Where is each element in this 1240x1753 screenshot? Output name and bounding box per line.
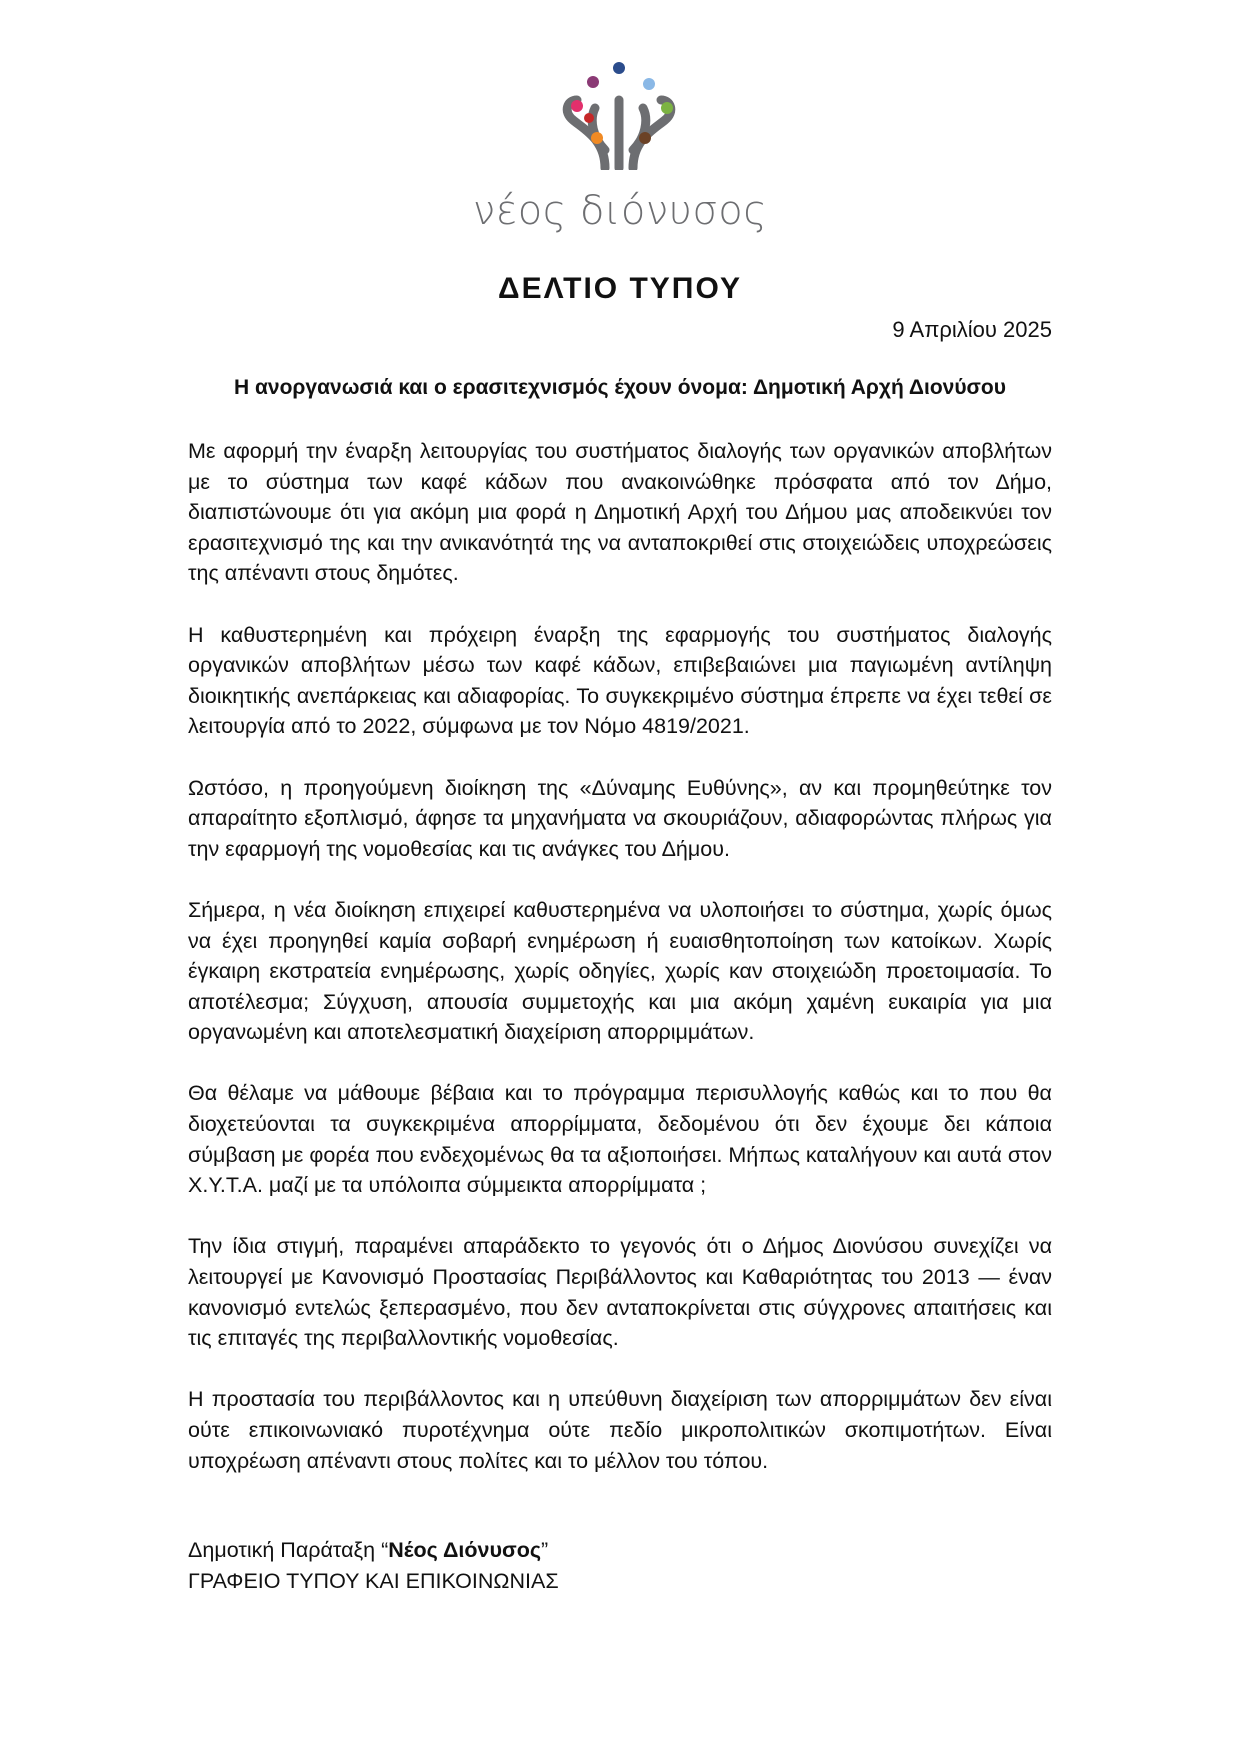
signature-name: Νέος Διόνυσος — [388, 1538, 542, 1562]
body-text — [188, 436, 1052, 1507]
release-date: 9 Απριλίου 2025 — [892, 317, 1052, 342]
signature-suffix: ” — [541, 1538, 549, 1562]
paragraph: Την ίδια στιγμή, παραμένει απαράδεκτο το γεγονός ότι ο Δήμος Διονύσου συνεχίζει να λειτουργεί με Κανονισμό Προστασίας Περιβάλλοντος και Καθαριότητας του 2013 — έναν κανονισμό εντελώς ξεπερασμένο, που δεν ανταποκρίνεται στις σύγχρονες απαιτήσεις και τις επιταγές της περιβαλλοντικής νομοθεσίας. — [188, 1234, 1052, 1351]
paragraph: Η καθυστερημένη και πρόχειρη έναρξη της εφαρμογής του συστήματος διαλογής οργανικών αποβλήτων μέσω των καφέ κάδων, επιβεβαιώνει μια παγιωμένη αντίληψη διοικητικής ανεπάρκειας και αδιαφορίας. Το συγκεκριμένο σύστημα έπρεπε να έχει τεθεί σε λειτουργία από το 2022, σύμφωνα με τον Νόμο 4819/2021. — [188, 622, 1052, 739]
paragraph: Με αφορμή την έναρξη λειτουργίας του συστήματος διαλογής των οργανικών αποβλήτων με το σύστημα των καφέ κάδων που ανακοινώθηκε πρόσφατα από τον Δήμο, διαπιστώνουμε ότι για ακόμη μια φορά η Δημοτική Αρχή του Δήμου μας αποδεικνύει τον ερασιτεχνισμό της και την ανικανότητά της να ανταποκριθεί στις στοιχειώδεις υποχρεώσεις της απέναντι στους δημότες. — [188, 439, 1052, 586]
headline: Η ανοργανωσιά και ο ερασιτεχνισμός έχουν όνομα: Δημοτική Αρχή Διονύσου — [234, 376, 1006, 399]
page-title: ΔΕΛΤΙΟ ΤΥΠΟΥ — [498, 272, 742, 305]
paragraph: Θα θέλαμε να μάθουμε βέβαια και το πρόγραμμα περισυλλογής καθώς και το που θα διοχετεύονται τα συγκεκριμένα απορρίμματα, δεδομένου ότι δεν έχουμε δει κάποια σύμβαση με φορέα που ενδεχομένως θα τα αξιοποιήσει. Μήπως καταλήγουν και αυτά στον Χ.Υ.Τ.Α. μαζί με τα υπόλοιπα σύμμεικτα απορρίμματα ; — [188, 1081, 1052, 1198]
signature-line — [188, 1535, 559, 1566]
paragraph: Σήμερα, η νέα διοίκηση επιχειρεί καθυστερημένα να υλοποιήσει το σύστημα, χωρίς όμως να έχει προηγηθεί καμία σοβαρή ενημέρωση ή ευαισθητοποίηση των κατοίκων. Χωρίς έγκαιρη εκστρατεία ενημέρωσης, χωρίς οδηγίες, χωρίς καν στοιχειώδη προετοιμασία. Το αποτέλεσμα; Σύγχυση, απουσία συμμετοχής και μια ακόμη χαμένη ευκαιρία για μια οργανωμένη και αποτελεσματική διαχείριση απορριμμάτων. — [188, 897, 1052, 1045]
tree-logo-icon — [545, 60, 695, 170]
signature-office: ΓΡΑΦΕΙΟ ΤΥΠΟΥ ΚΑΙ ΕΠΙΚΟΙΝΩΝΙΑΣ — [188, 1569, 559, 1593]
logo-wordmark: νέος διόνυσος — [472, 188, 768, 234]
signature-prefix: Δημοτική Παράταξη “ — [188, 1538, 389, 1562]
logo — [470, 60, 770, 260]
paragraph: Η προστασία του περιβάλλοντος και η υπεύθυνη διαχείριση των απορριμμάτων δεν είναι ούτε επικοινωνιακό πυροτέχνημα ούτε πεδίο μικροπολιτικών σκοπιμοτήτων. Είναι υποχρέωση απέναντι στους πολίτες και το μέλλον του τόπου. — [188, 1387, 1052, 1473]
paragraph: Ωστόσο, η προηγούμενη διοίκηση της «Δύναμης Ευθύνης», αν και προμηθεύτηκε τον απαραίτητο εξοπλισμό, άφησε τα μηχανήματα να σκουριάζουν, αδιαφορώντας πλήρως για την εφαρμογή της νομοθεσίας και τις ανάγκες του Δήμου. — [188, 775, 1052, 861]
signature-block — [188, 1535, 559, 1597]
